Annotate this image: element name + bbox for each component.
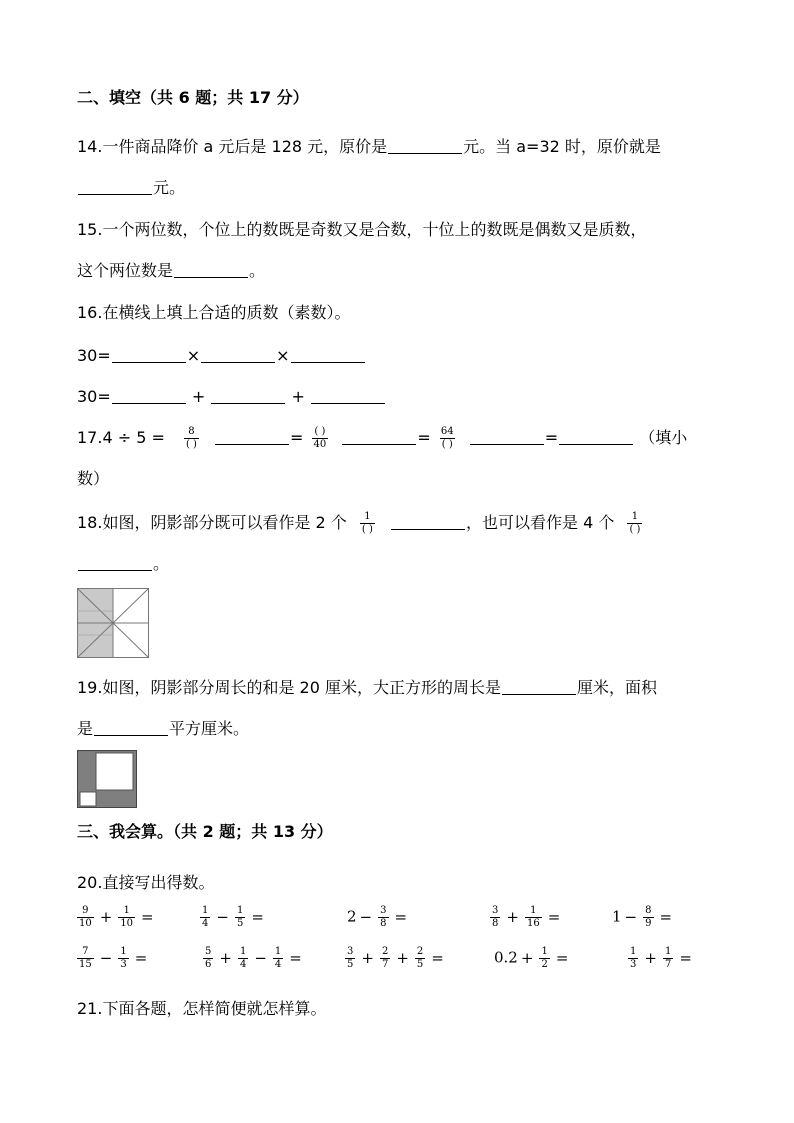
question-15-line1: 15.一个两位数，个位上的数既是奇数又是合数，十位上的数既是偶数又是质数， xyxy=(77,220,647,239)
question-21-title: 21.下面各题，怎样简便就怎样算。 xyxy=(77,999,327,1018)
fraction: $\frac{1}{2}$ xyxy=(541,946,548,970)
fraction: $\frac{1}{5}$ xyxy=(236,905,244,929)
question-17-line1: 17.4 ÷ 5 = $\frac{8}{( )}$ = $\frac{( )}{40}$ = $\frac{64}{( )}$ = （填小 xyxy=(77,426,688,450)
fraction: $\frac{3}{8}$ xyxy=(492,905,499,929)
question-19-line1: 19.如图，阴影部分周长的和是 20 厘米，大正方形的周长是 厘米，面积 xyxy=(77,678,657,697)
question-16-title: 16.在横线上填上合适的质数（素数）。 xyxy=(77,303,351,322)
answer-blank[interactable] xyxy=(502,678,576,695)
answer-blank[interactable] xyxy=(311,387,385,404)
answer-blank[interactable] xyxy=(342,428,416,445)
answer-blank[interactable] xyxy=(94,719,168,736)
question-15-line2: 这个两位数是 。 xyxy=(77,261,266,280)
calc-expression: $\frac{5}{6}$ + $\frac{1}{4}$ − $\frac{1}{4}$ = xyxy=(205,946,302,970)
calc-expression: $\frac{3}{5}$ + $\frac{2}{7}$ + $\frac{2}{5}$ = xyxy=(347,946,444,970)
calc-expression: $\frac{7}{15}$ − $\frac{1}{3}$ = xyxy=(79,946,148,970)
fraction: $\frac{5}{6}$ xyxy=(205,946,212,970)
inner-small-square xyxy=(80,792,96,806)
question-16-sum: 30= + + xyxy=(77,386,386,408)
answer-blank[interactable] xyxy=(559,428,633,445)
fraction: $\frac{1}{10}$ xyxy=(120,905,134,929)
fraction: $\frac{1}{3}$ xyxy=(120,946,127,970)
shaded-square-figure xyxy=(77,588,149,658)
fraction: $\frac{1}{7}$ xyxy=(664,946,672,970)
question-14-line2: 元。 xyxy=(77,177,185,199)
square-perimeter-figure xyxy=(77,750,137,808)
fraction: $\frac{3}{8}$ xyxy=(380,905,387,929)
calc-expression: 0.2 + $\frac{1}{2}$ = xyxy=(494,946,569,970)
fraction: $\frac{1}{( )}$ xyxy=(629,511,641,535)
calc-expression: $\frac{1}{3}$ + $\frac{1}{7}$ = xyxy=(630,946,692,970)
fraction: $\frac{8}{9}$ xyxy=(645,905,652,929)
answer-blank[interactable] xyxy=(211,387,285,404)
answer-blank[interactable] xyxy=(174,261,248,278)
calc-expression: 1 − $\frac{8}{9}$ = xyxy=(612,905,673,929)
question-20-title: 20.直接写出得数。 xyxy=(77,873,215,892)
answer-blank[interactable] xyxy=(388,137,462,154)
fraction: $\frac{1}{( )}$ xyxy=(361,511,373,535)
answer-blank[interactable] xyxy=(78,178,152,195)
answer-blank[interactable] xyxy=(201,346,275,363)
fraction: $\frac{1}{4}$ xyxy=(202,905,209,929)
fraction: $\frac{8}{( )}$ xyxy=(185,426,197,450)
fraction: $\frac{( )}{40}$ xyxy=(313,426,327,450)
inner-large-square xyxy=(96,753,133,790)
fraction: $\frac{9}{10}$ xyxy=(79,905,92,929)
fraction: $\frac{2}{5}$ xyxy=(416,946,424,970)
answer-blank[interactable] xyxy=(291,346,365,363)
calc-expression: 2 − $\frac{3}{8}$ = xyxy=(347,905,408,929)
section-3-heading: 三、我会算。（共 2 题；共 13 分） xyxy=(77,822,333,841)
answer-blank[interactable] xyxy=(470,428,544,445)
answer-blank[interactable] xyxy=(391,513,465,530)
question-17-line2: 数） xyxy=(77,469,110,488)
fraction: $\frac{7}{15}$ xyxy=(79,946,92,970)
fraction: $\frac{1}{3}$ xyxy=(630,946,637,970)
fraction: $\frac{1}{16}$ xyxy=(526,905,540,929)
answer-blank[interactable] xyxy=(215,428,289,445)
fraction: $\frac{3}{5}$ xyxy=(347,946,354,970)
question-14-line1: 14.一件商品降价 a 元后是 128 元，原价是 元。当 a=32 时，原价就是 xyxy=(77,137,661,156)
question-16-product: 30= × × xyxy=(77,345,366,367)
answer-blank[interactable] xyxy=(78,554,152,571)
question-18-line1: 18.如图，阴影部分既可以看作是 2 个 $\frac{1}{( )}$ ，也可以看作是 4 个 $\frac{1}{( )}$ xyxy=(77,511,641,535)
calc-expression: $\frac{3}{8}$ + $\frac{1}{16}$ = xyxy=(492,905,561,929)
calc-expression: $\frac{9}{10}$ + $\frac{1}{10}$ = xyxy=(79,905,154,929)
fraction: $\frac{1}{4}$ xyxy=(274,946,282,970)
answer-blank[interactable] xyxy=(112,346,186,363)
question-18-line2: 。 xyxy=(77,553,169,575)
fraction: $\frac{2}{7}$ xyxy=(381,946,389,970)
fraction: $\frac{1}{4}$ xyxy=(239,946,247,970)
section-2-heading: 二、填空（共 6 题；共 17 分） xyxy=(77,88,309,107)
calc-expression: $\frac{1}{4}$ − $\frac{1}{5}$ = xyxy=(202,905,264,929)
fraction: $\frac{64}{( )}$ xyxy=(440,426,454,450)
question-19-line2: 是 平方厘米。 xyxy=(77,719,250,738)
answer-blank[interactable] xyxy=(112,387,186,404)
